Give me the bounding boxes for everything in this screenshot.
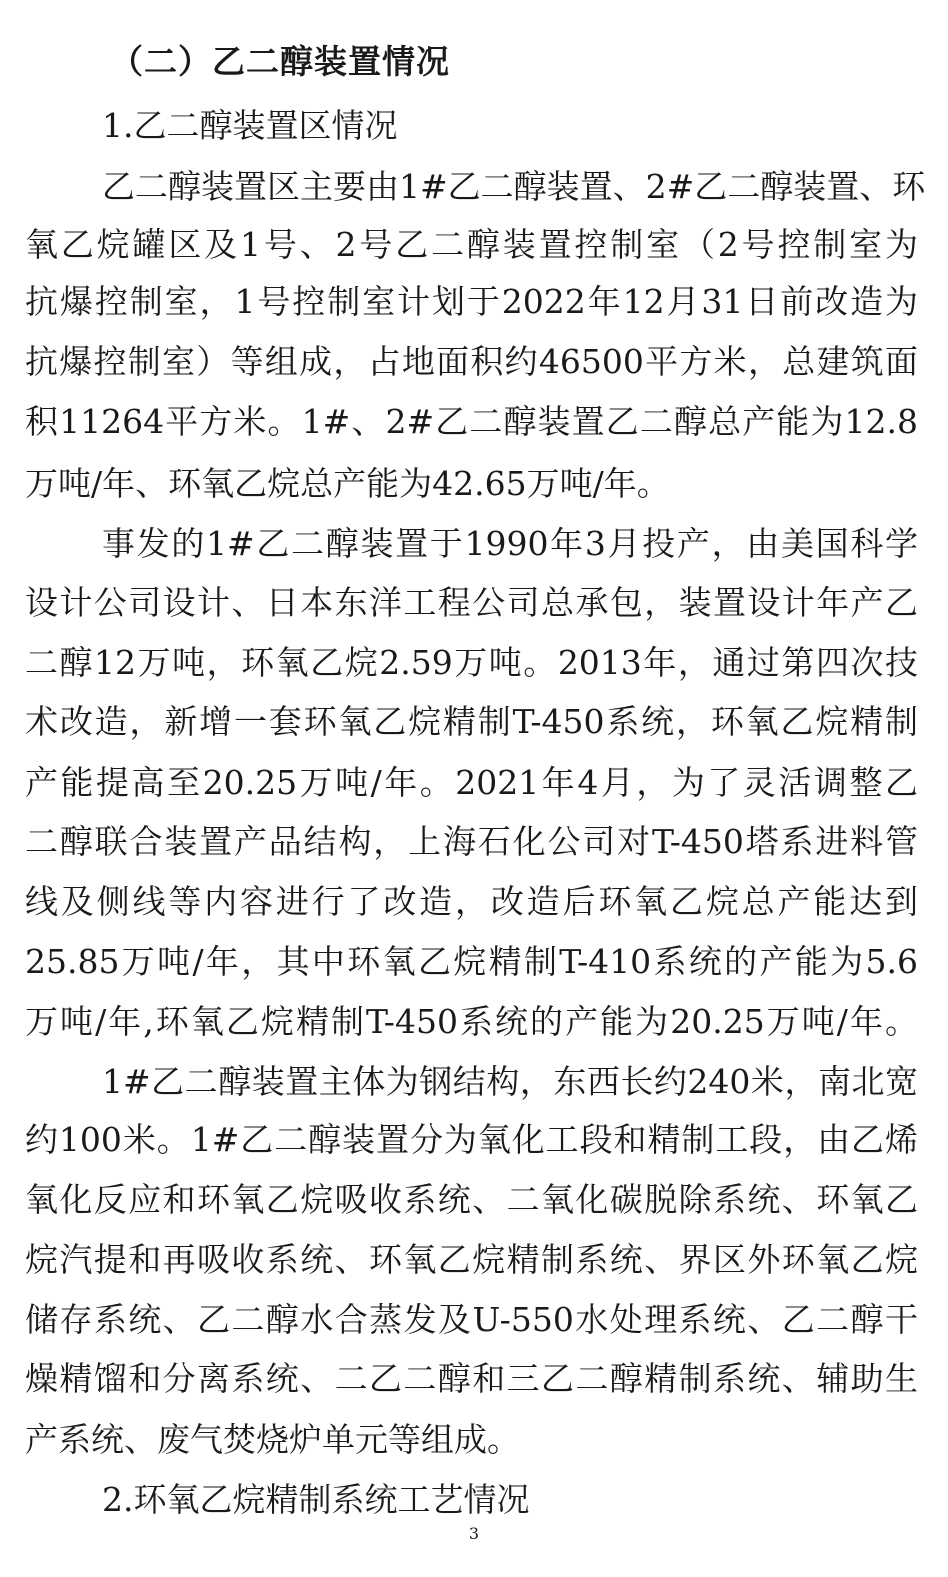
- paragraph-2-line-1: 事发的1#乙二醇装置于1990年3月投产，由美国科学: [102, 524, 918, 563]
- paragraph-3-line-6: 燥精馏和分离系统、二乙二醇和三乙二醇精制系统、辅助生: [25, 1359, 918, 1398]
- page-number: 3: [468, 1524, 480, 1543]
- paragraph-1-line-4: 抗爆控制室）等组成，占地面积约46500平方米，总建筑面: [25, 342, 918, 381]
- paragraph-2-line-6: 二醇联合装置产品结构，上海石化公司对T-450塔系进料管: [25, 822, 918, 861]
- paragraph-1-line-6: 万吨/年、环氧乙烷总产能为42.65万吨/年。: [25, 464, 670, 503]
- paragraph-2-line-8: 25.85万吨/年，其中环氧乙烷精制T-410系统的产能为5.6: [25, 942, 918, 981]
- paragraph-3-line-5: 储存系统、乙二醇水合蒸发及U-550水处理系统、乙二醇干: [25, 1300, 918, 1339]
- paragraph-1-line-2: 氧乙烷罐区及1号、2号乙二醇装置控制室（2号控制室为: [25, 225, 918, 264]
- paragraph-1-line-3: 抗爆控制室，1号控制室计划于2022年12月31日前改造为: [25, 282, 918, 321]
- paragraph-2-line-5: 产能提高至20.25万吨/年。2021年4月，为了灵活调整乙: [25, 763, 918, 802]
- paragraph-2-line-9: 万吨/年,环氧乙烷精制T-450系统的产能为20.25万吨/年。: [25, 1002, 918, 1041]
- paragraph-1-line-1: 乙二醇装置区主要由1#乙二醇装置、2#乙二醇装置、环: [102, 167, 926, 206]
- paragraph-1-line-5: 积11264平方米。1#、2#乙二醇装置乙二醇总产能为12.8: [25, 402, 918, 441]
- paragraph-3-line-4: 烷汽提和再吸收系统、环氧乙烷精制系统、界区外环氧乙烷: [25, 1240, 918, 1279]
- paragraph-3-line-2: 约100米。1#乙二醇装置分为氧化工段和精制工段，由乙烯: [25, 1120, 918, 1159]
- subsection-title-1: 1.乙二醇装置区情况: [102, 106, 398, 145]
- paragraph-3-line-1: 1#乙二醇装置主体为钢结构，东西长约240米，南北宽: [102, 1062, 918, 1101]
- subsection-title-2: 2.环氧乙烷精制系统工艺情况: [102, 1480, 530, 1519]
- section-heading: （二）乙二醇装置情况: [110, 42, 450, 81]
- paragraph-2-line-2: 设计公司设计、日本东洋工程公司总承包，装置设计年产乙: [25, 583, 918, 622]
- paragraph-2-line-4: 术改造，新增一套环氧乙烷精制T-450系统，环氧乙烷精制: [25, 702, 918, 741]
- paragraph-3-line-7: 产系统、废气焚烧炉单元等组成。: [25, 1420, 520, 1459]
- paragraph-2-line-3: 二醇12万吨，环氧乙烷2.59万吨。2013年，通过第四次技: [25, 643, 918, 682]
- paragraph-3-line-3: 氧化反应和环氧乙烷吸收系统、二氧化碳脱除系统、环氧乙: [25, 1180, 918, 1219]
- paragraph-2-line-7: 线及侧线等内容进行了改造，改造后环氧乙烷总产能达到: [25, 882, 918, 921]
